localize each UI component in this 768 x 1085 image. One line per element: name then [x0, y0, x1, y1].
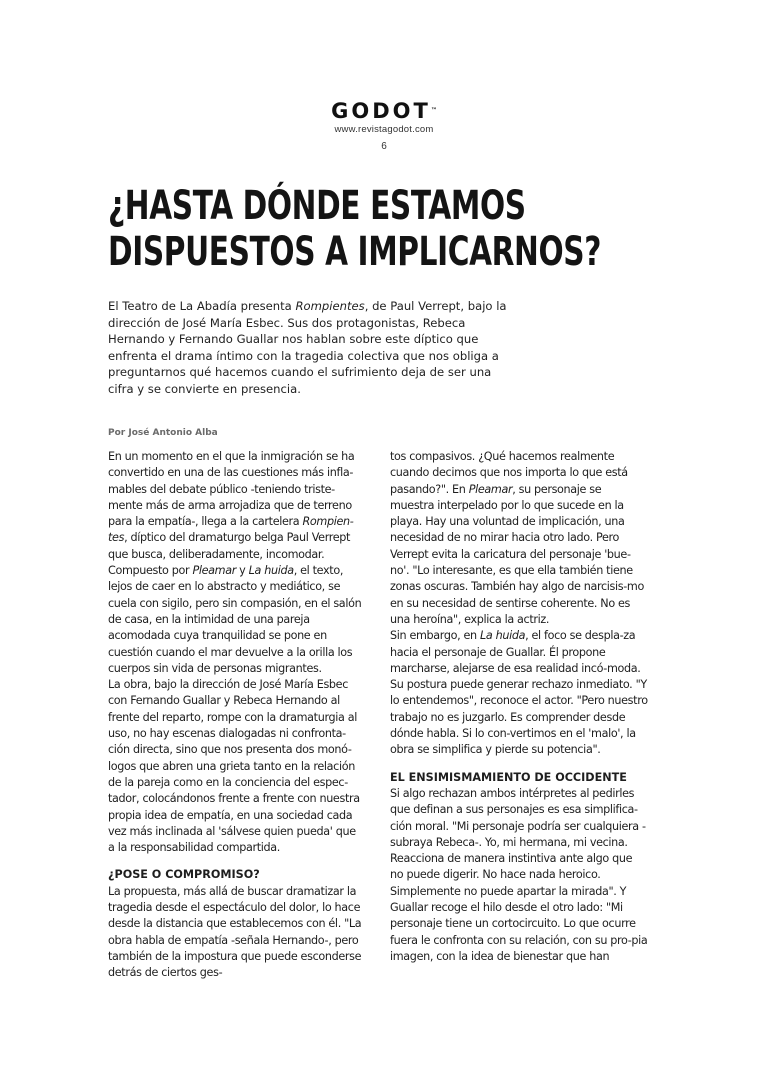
paragraph: La obra, bajo la dirección de José María Esbec con Fernando Guallar y Rebeca Hernando al frente del reparto, rompe con la dramaturgia al uso, no hay escenas dialogadas ni confronta-ción directa, sino que nos presenta dos monó-logos que abren una grieta tanto en la relación de la pareja como en la conciencia del espec-tador, colocándonos frente a frente con nuestra propia idea de empatía, en una sociedad cada vez más inclinada al 'sálvese quien pueda' que a la responsabilidad compartida.	[108, 678, 360, 855]
section-heading: EL ENSIMISMAMIENTO DE OCCIDENTE	[390, 770, 627, 784]
paragraph: Si algo rechazan ambos intérpretes al pedirles que definan a sus personajes es esa simplifica-ción moral. "Mi personaje podría ser cualquiera -subraya Rebeca-. Yo, mi hermana, mi vecina. Reacciona de manera instintiva ante algo que no puede digerir. No hace nada heroico. Simplemente no puede apartar la mirada". Y Guallar recoge el hilo desde el otro lado: "Mi personaje tiene un cortocircuito. Lo que ocurre fuera le confronta con su relación, con su pro-pia imagen, con la idea de bienestar que han	[390, 786, 648, 963]
masthead	[0, 100, 768, 152]
title-line-2: DISPUESTOS A IMPLICARNOS?	[108, 229, 602, 275]
paragraph: tos compasivos. ¿Qué hacemos realmente cuando decimos que nos importa lo que está pasando?". En Pleamar, su personaje se muestra interpelado por lo que sucede en la playa. Hay una voluntad de implicación, una necesidad de no mirar hacia otro lado. Pero Verrept evita la caricatura del personaje 'bue-no'. "Lo interesante, es que ella también tiene zonas oscuras. También hay algo de narcisis-mo en su necesidad de sentirse coherente. No es una heroína", explica la actriz.	[390, 450, 644, 626]
paragraph: En un momento en el que la inmigración se ha convertido en una de las cuestiones más infla-mables del debate público -teniendo triste-mente más de arma arrojadiza que de terreno para la empatía-, llega a la cartelera Rompien-tes, díptico del dramaturgo belga Paul Verrept que busca, deliberadamente, incomodar. Compuesto por Pleamar y La huida, el texto, lejos de caer en lo abstracto y mediático, se cuela con sigilo, pero sin compasión, en el salón de casa, en la intimidad de una pareja acomodada cuya tranquilidad se pone en cuestión cuando el mar devuelve a la orilla los cuerpos sin vida de personas migrantes.	[108, 450, 362, 675]
section-heading: ¿POSE O COMPROMISO?	[108, 868, 260, 882]
byline: Por José Antonio Alba	[108, 428, 218, 438]
article-title	[108, 183, 602, 275]
body-column-right	[390, 449, 648, 965]
title-line-1: ¿HASTA DÓNDE ESTAMOS	[108, 183, 526, 229]
page-number: 6	[381, 141, 387, 152]
body-column-left	[108, 449, 364, 982]
website-url[interactable]: www.revistagodot.com	[334, 124, 434, 135]
paragraph: La propuesta, más allá de buscar dramatizar la tragedia desde el espectáculo del dolor, lo hace desde la distancia que establecemos con él. "La obra habla de empatía -señala Hernando-, pero también de la impostura que puede esconderse detrás de ciertos ges-	[108, 884, 362, 980]
paragraph: Sin embargo, en La huida, el foco se despla-za hacia el personaje de Guallar. Él propone marcharse, alejarse de esa realidad incó-moda. Su postura puede generar rechazo inmediato. "Y lo entendemos", reconoce el actor. "Pero nuestro trabajo no es juzgarlo. Es comprender desde dónde habla. Si lo con-vertimos en el 'malo', la obra se simplifica y pierde su potencia".	[390, 629, 648, 757]
article-lead: El Teatro de La Abadía presenta Rompientes, de Paul Verrept, bajo la dirección de José María Esbec. Sus dos protagonistas, Rebeca Hernando y Fernando Guallar nos hablan sobre este díptico que enfrenta el drama íntimo con la tragedia colectiva que nos obliga a preguntarnos qué hacemos cuando el sufrimiento deja de ser una cifra y se convierte en presencia.	[108, 299, 507, 396]
magazine-logo: GODOT™	[331, 99, 437, 123]
